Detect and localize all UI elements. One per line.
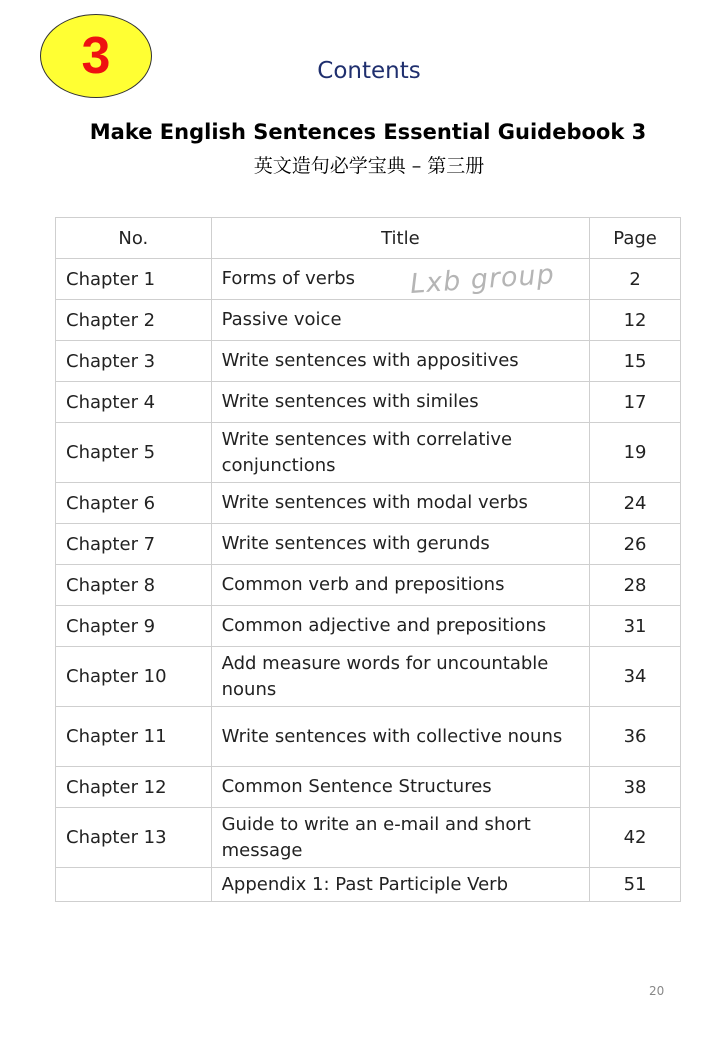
table-row [56, 707, 681, 767]
row-no: Chapter 5 [56, 423, 212, 483]
row-title [211, 606, 590, 647]
row-no: Chapter 2 [56, 300, 212, 341]
row-page: 31 [590, 606, 681, 647]
table-row [56, 767, 681, 808]
row-title-text: Forms of verbs [221, 268, 356, 289]
row-title [211, 483, 590, 524]
row-page: 42 [590, 808, 681, 868]
row-no: Chapter 4 [56, 382, 212, 423]
row-page: 28 [590, 565, 681, 606]
row-title [211, 382, 590, 423]
row-title [211, 647, 590, 707]
watermark: Lxb group [409, 258, 556, 301]
row-title [211, 868, 590, 902]
row-title-text: Common verb and prepositions [221, 574, 505, 595]
contents-heading: Contents [317, 58, 421, 84]
row-title-text: Common adjective and prepositions [221, 615, 547, 636]
table-row [56, 647, 681, 707]
contents-table [55, 217, 681, 902]
table-row [56, 382, 681, 423]
row-title [211, 767, 590, 808]
row-title [211, 341, 590, 382]
row-title [211, 565, 590, 606]
table-row [56, 423, 681, 483]
row-page: 15 [590, 341, 681, 382]
table-row [56, 868, 681, 902]
row-title-text: Common Sentence Structures [221, 776, 492, 797]
table-row [56, 524, 681, 565]
row-no: Chapter 12 [56, 767, 212, 808]
row-no: Chapter 10 [56, 647, 212, 707]
row-page: 17 [590, 382, 681, 423]
row-page: 51 [590, 868, 681, 902]
book-title: Make English Sentences Essential Guidebook 3 [89, 120, 647, 144]
row-page: 34 [590, 647, 681, 707]
header-page: Page [590, 218, 681, 259]
row-page: 19 [590, 423, 681, 483]
row-title-text: Write sentences with correlative conjunctions [221, 428, 513, 476]
table-row [56, 259, 681, 300]
row-page: 38 [590, 767, 681, 808]
row-no: Chapter 8 [56, 565, 212, 606]
row-title-text: Guide to write an e-mail and short message [221, 813, 531, 861]
row-page: 24 [590, 483, 681, 524]
row-title [211, 423, 590, 483]
row-title [211, 707, 590, 767]
row-title [211, 808, 590, 868]
row-title [211, 300, 590, 341]
row-title-text: Write sentences with collective nouns [221, 725, 563, 747]
row-no: Chapter 6 [56, 483, 212, 524]
row-no [56, 868, 212, 902]
table-row [56, 606, 681, 647]
table-row [56, 808, 681, 868]
row-title-text: Write sentences with appositives [221, 350, 519, 371]
table-row [56, 300, 681, 341]
row-title-text: Write sentences with similes [221, 391, 479, 412]
row-page: 36 [590, 707, 681, 767]
table-row [56, 565, 681, 606]
row-title-text: Write sentences with modal verbs [221, 492, 528, 513]
badge-number: 3 [81, 27, 111, 85]
table-header-row [56, 218, 681, 259]
row-no: Chapter 11 [56, 707, 212, 767]
row-title-text: Passive voice [221, 309, 342, 330]
table-row [56, 341, 681, 382]
row-no: Chapter 9 [56, 606, 212, 647]
row-no: Chapter 7 [56, 524, 212, 565]
header-no: No. [56, 218, 212, 259]
row-title [211, 524, 590, 565]
chapter-number-badge [40, 14, 152, 98]
row-page: 2 [590, 259, 681, 300]
row-page: 26 [590, 524, 681, 565]
row-page: 12 [590, 300, 681, 341]
book-subtitle: 英文造句必学宝典 – 第三册 [253, 155, 485, 177]
row-no: Chapter 13 [56, 808, 212, 868]
table-row [56, 483, 681, 524]
row-no: Chapter 1 [56, 259, 212, 300]
row-no: Chapter 3 [56, 341, 212, 382]
row-title-text: Appendix 1: Past Participle Verb [221, 873, 509, 895]
row-title-text: Write sentences with gerunds [221, 533, 490, 554]
header-title: Title [211, 218, 590, 259]
row-title-text: Add measure words for uncountable nouns [221, 652, 549, 700]
page-number: 20 [649, 984, 665, 998]
